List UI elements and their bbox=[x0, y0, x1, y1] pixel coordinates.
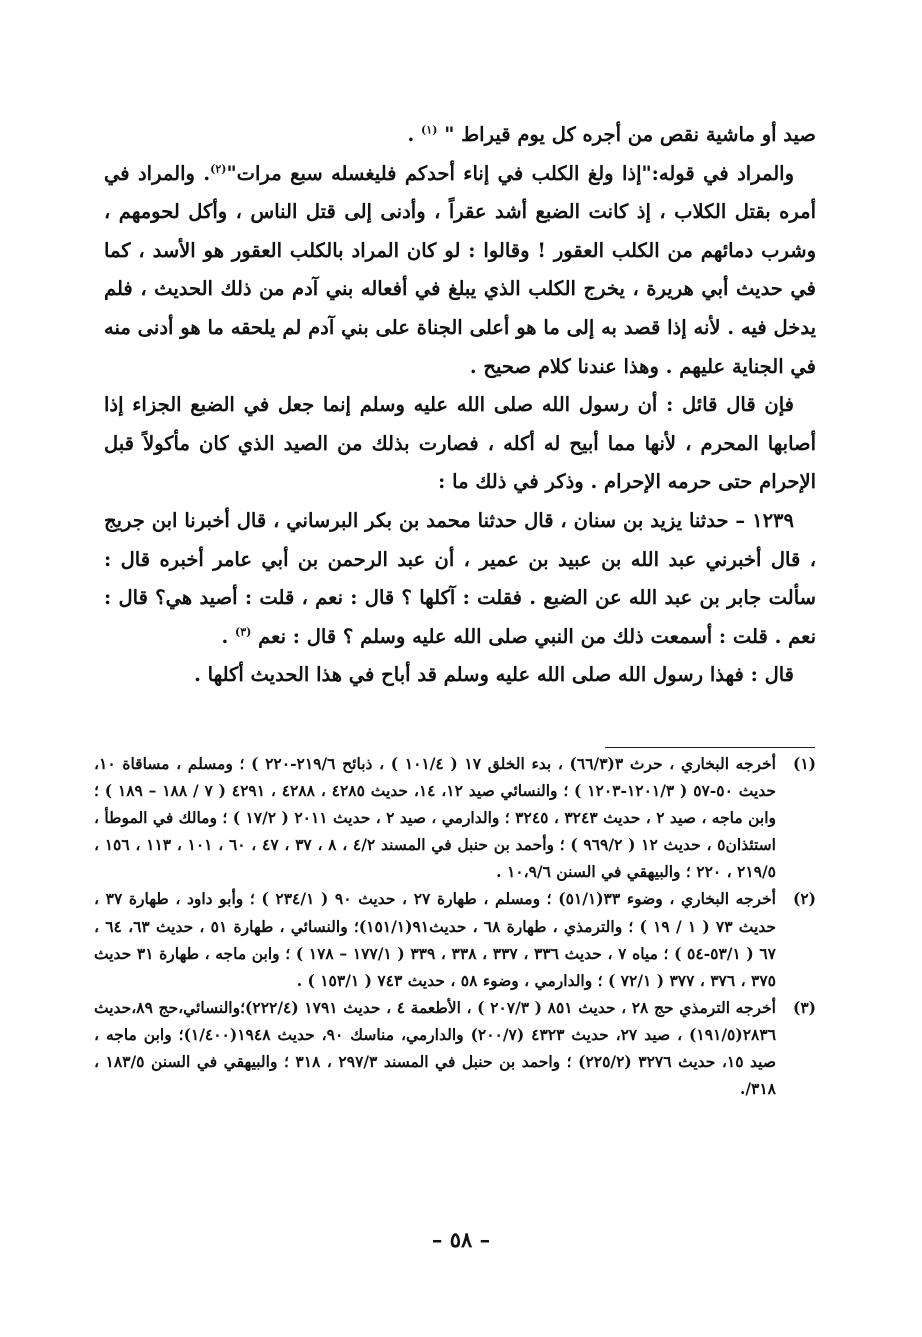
paragraph: صيد أو ماشية نقص من أجره كل يوم قيراط " $^{(١)}$ . bbox=[407, 123, 816, 146]
main-text bbox=[104, 116, 816, 695]
paragraph: قال : فهذا رسول الله صلى الله عليه وسلم قد أباح في هذا الحديث أكلها . bbox=[194, 663, 794, 687]
footnote-ref[interactable]: (١) bbox=[421, 123, 438, 137]
footnote-number: (٣) bbox=[792, 997, 816, 1017]
footnote-number: (٢) bbox=[792, 889, 816, 909]
footnote bbox=[94, 750, 816, 885]
footnotes bbox=[94, 750, 816, 1102]
footnote-number: (١) bbox=[792, 754, 816, 773]
paragraph: فإن قال قائل : أن رسول الله صلى الله عليه وسلم إنما جعل في الضبع الجزاء إذا أصابها المحرم ، لأنها مما أبيح له أكله ، فصارت بذلك من الصيد الذي كان مأكولاً قبل الإحرام حتى حرمه الإحرام . وذكر في ذلك ما : bbox=[104, 393, 816, 494]
footnote-text: أخرجه الترمذي حج ٢٨ ، حديث ٨٥١ ( ٢٠٧/٣ ) ، الأطعمة ٤ ، حديث ١٧٩١ (٢٢٢/٤)؛والنسائي،حج ٨٩،حديث ٢٨٣٦(١٩١/٥) ، صيد ٢٧، حديث ٤٣٢٣ (٢٠٠/٧) والدارمي، مناسك ٩٠، حديث ١٩٤٨(١/٤٠٠)؛ وابن ماجه ، صيد ١٥، حديث ٣٢٧٦ (٢٢٥/٢) ؛ واحمد بن حنبل في المسند ٢٩٧/٣ ، ٣١٨ ؛ والبيهقي في السنن ١٨٣/٥ ، ٣١٨/. bbox=[94, 997, 777, 1099]
page-number: – ٥٨ – bbox=[431, 1227, 491, 1252]
footnote bbox=[94, 885, 816, 993]
footnote-ref[interactable]: (٢) bbox=[210, 162, 227, 176]
hadith-paragraph: ١٢٣٩ – حدثنا يزيد بن سنان ، قال حدثنا محمد بن بكر البرساني ، قال أخبرنا ابن جريج ، قال أخبرني عبد الله بن عبيد بن عمير ، أن عبد الرحمن بن أبي عامر أخبره قال : سألت جابر بن عبد الله عن الضبع . فقلت : آكلها ؟ قال : نعم ، قلت : أصيد هي؟ قال : نعم . قلت : أسمعت ذلك من النبي صلى الله عليه وسلم ؟ قال : نعم $^{(٣)}$ . bbox=[104, 508, 816, 648]
footnote-text: أخرجه البخاري ، حرث ٣(٦٦/٣) ، بدء الخلق ١٧ ( ١٠١/٤ ) ، ذبائح ٢١٩/٦-٢٢٠ ) ؛ ومسلم ، مساقاة ١٠، حديث ٥٠-٥٧ ( ١٢٠١/٣-١٢٠٣ ) ؛ والنسائي صيد ١٢، ١٤، حديث ٤٢٨٥ ، ٤٢٨٨ ، ٤٢٩١ ( ٧ / ١٨٨ – ١٨٩ ) ؛ وابن ماجه ، صيد ٢ ، حديث ٣٢٤٣ ، ٣٢٤٥ ؛ والدارمي ، صيد ٢ ، حديث ٢٠١١ ( ١٧/٢ ) ؛ ومالك في الموطأ ، استئذان٥ ، حديث ١٢ ( ٩٦٩/٢ ) ؛ وأحمد بن حنبل في المسند ٤/٢ ، ٨ ، ٣٧ ، ٤٧ ، ٦٠ ، ١٠١ ، ١١٣ ، ١٥٦ ، ٢١٩/٥ ، ٢٢٠ ؛ والبيهقي في السنن ١٠،٩/٦ . bbox=[94, 754, 777, 882]
footnote-ref[interactable]: (٣) bbox=[235, 625, 252, 639]
paragraph: والمراد في قوله:"إذا ولغ الكلب في إناء أحدكم فليغسله سبع مرات"$^{(٢)}$. والمراد في أمره بقتل الكلاب ، إذ كانت الضبع أشد عقراً ، وأدنى إلى قتل الناس ، وأكل لحومهم ، وشرب دمائهم من الكلب العقور ! وقالوا : لو كان المراد بالكلب العقور هو الأسد ، كما في حديث أبي هريرة ، يخرج الكلب الذي يبلغ في أفعاله بني آدم من ذلك الحديث ، فلم يدخل فيه . لأنه إذا قصد به إلى ما هو أعلى الجناة على بني آدم لم يلحقه ما هو أدنى منه في الجناية عليهم . وهذا عندنا كلام صحيح . bbox=[104, 161, 816, 378]
footnote bbox=[94, 994, 816, 1102]
footnote-text: أخرجه البخاري ، وضوء ٣٣(٥١/١) ؛ ومسلم ، طهارة ٢٧ ، حديث ٩٠ ( ٢٣٤/١ ) ؛ وأبو داود ، طهارة ٣٧ ، حديث ٧٣ ( ١ / ١٩ ) ؛ والترمذي ، طهارة ٦٨ ، حديث٩١(١٥١/١)؛ والنسائي ، طهارة ٥١ ، حديث ٦٣، ٦٤ ، ٦٧ ( ٥٣/١-٥٤ ) ؛ مياه ٧ ، حديث ٣٣٦ ، ٣٣٧ ، ٣٣٨ ، ٣٣٩ ( ١٧٧/١ – ١٧٨ ) ؛ وابن ماجه ، طهارة ٣١ حديث ٣٧٥ ، ٣٧٦ ، ٣٧٧ ( ٧٢/١ ) ؛ والدارمي ، وضوء ٥٨ ، حديث ٧٤٣ ( ١٥٣/١ ) . bbox=[94, 889, 777, 990]
footnote-separator bbox=[605, 747, 815, 748]
